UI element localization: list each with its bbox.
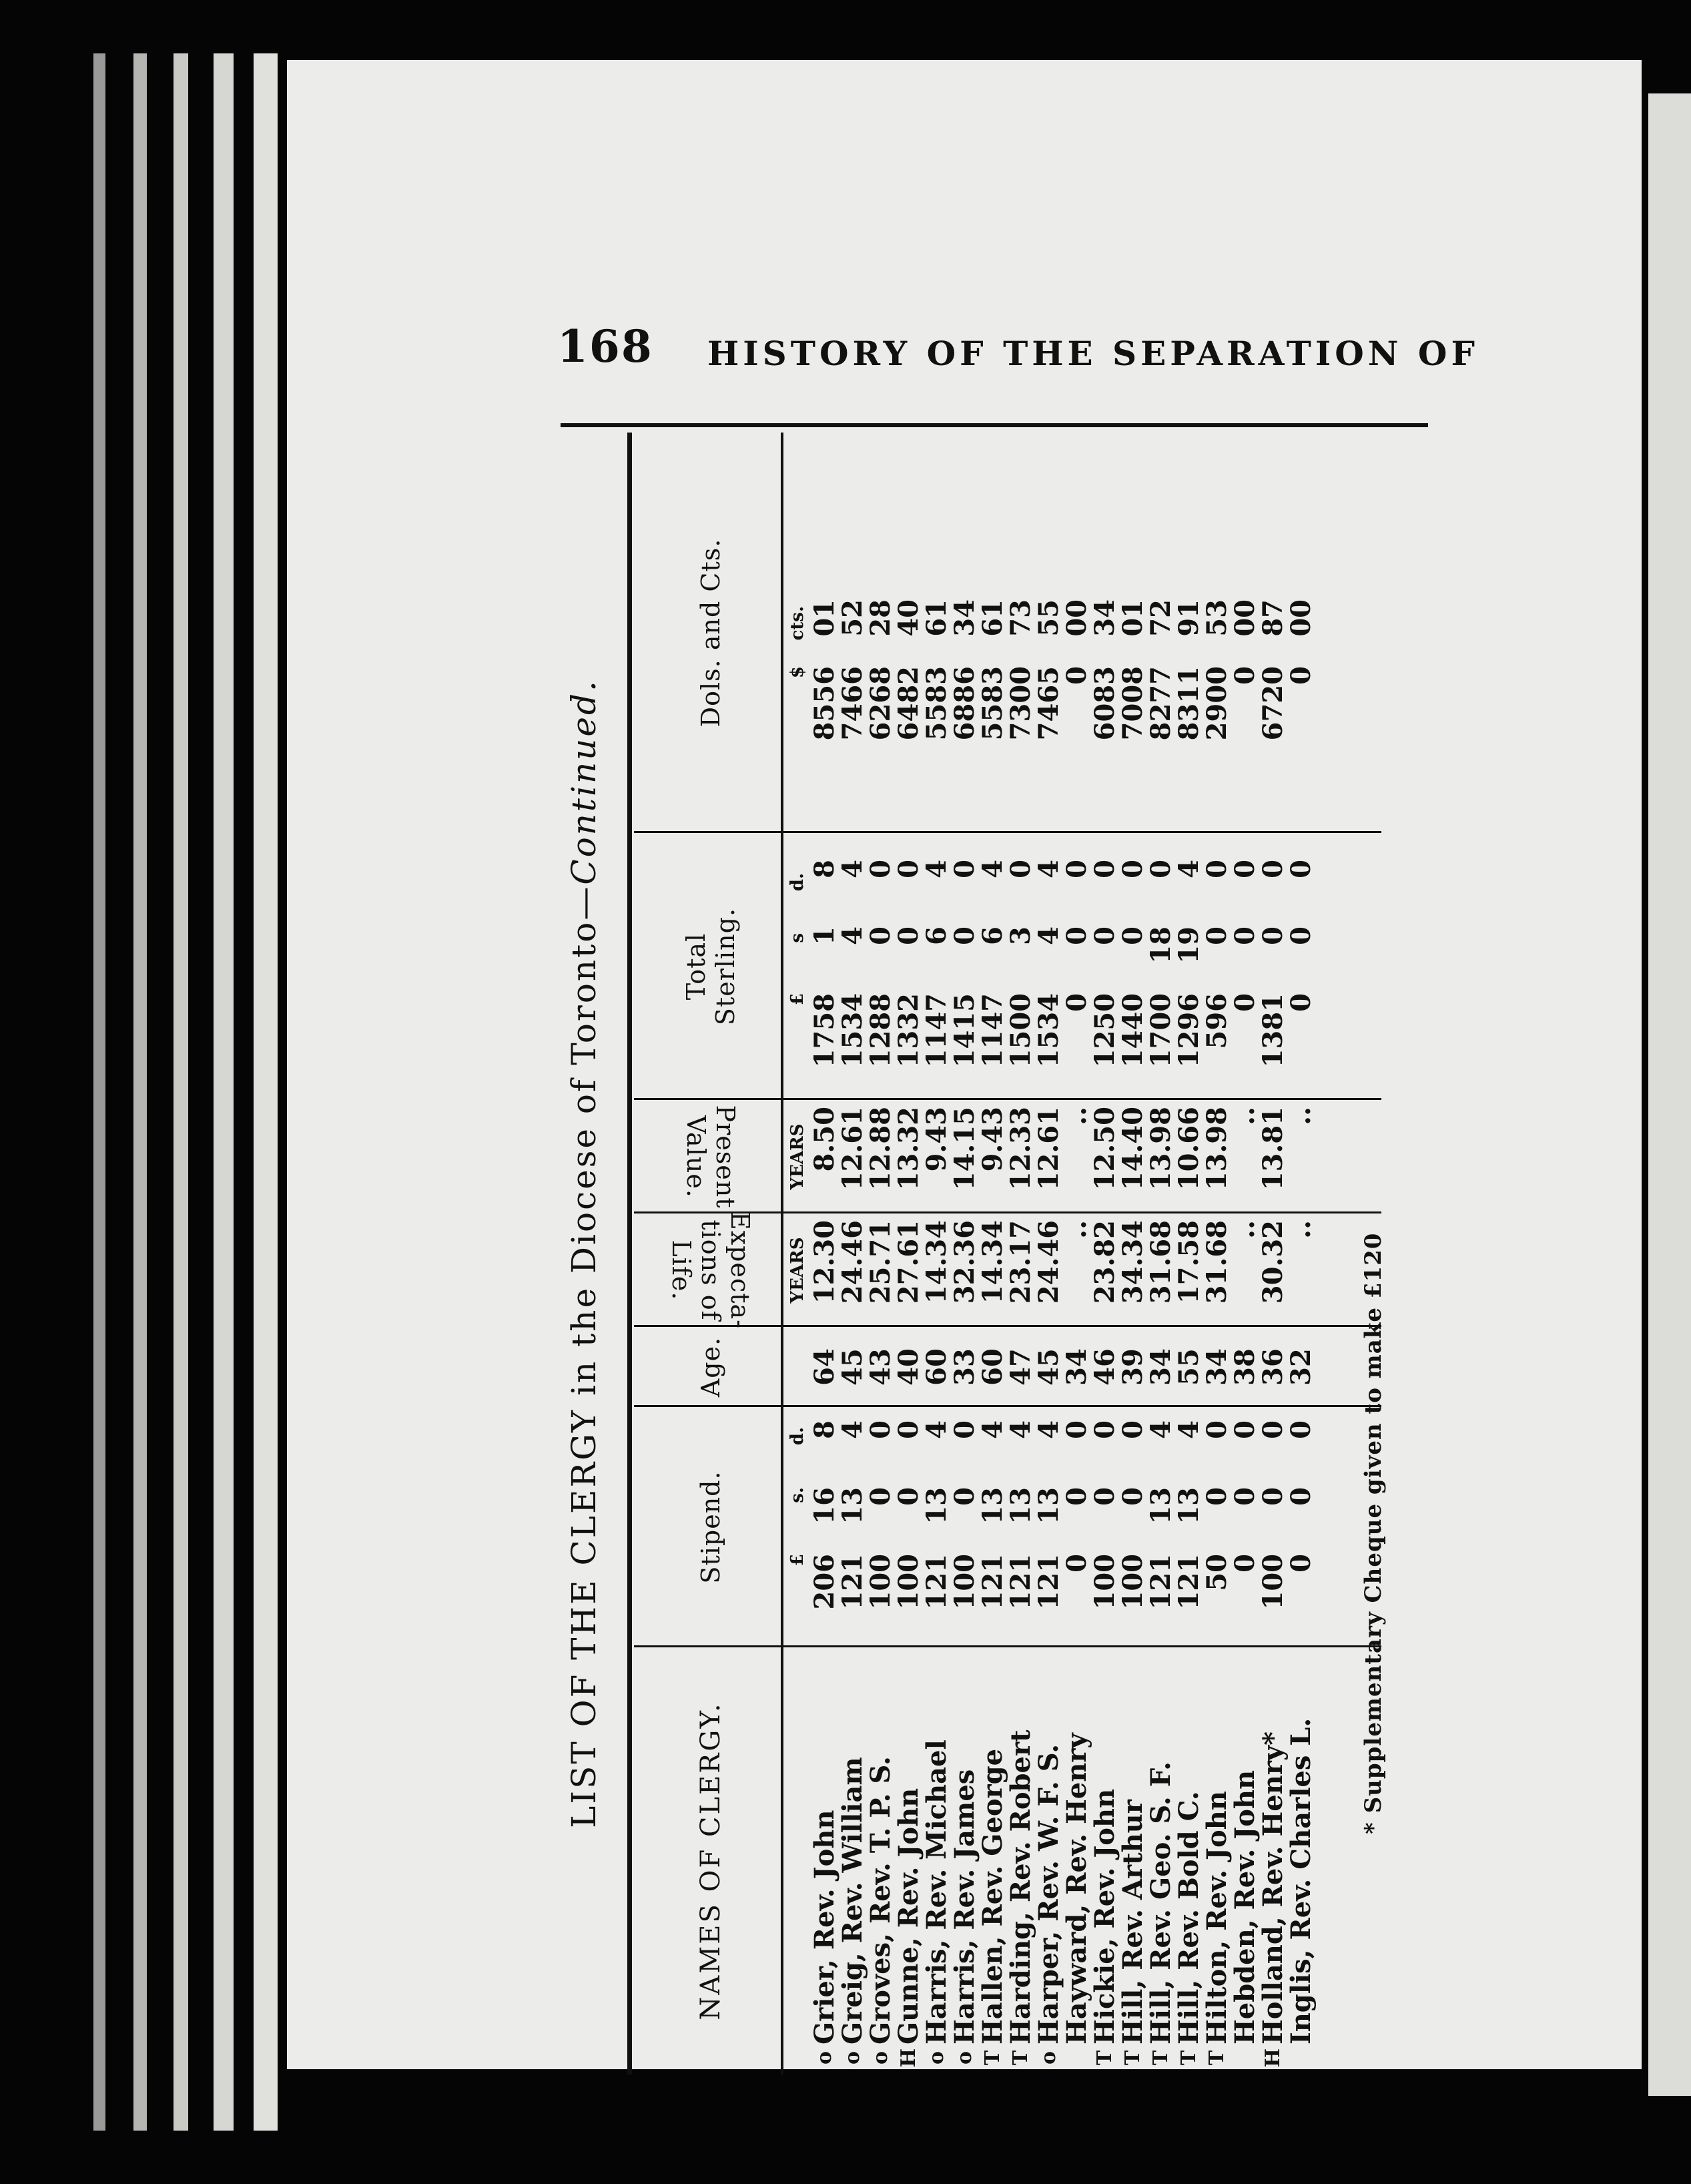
- total-pounds: 1440: [1117, 993, 1148, 1068]
- stipend-pence: 4: [837, 1420, 868, 1439]
- cents-cell: 73: [1005, 599, 1036, 637]
- dollars-cell: 6720: [1257, 666, 1289, 741]
- clergy-name: Grier, Rev. John: [809, 1810, 840, 2044]
- stipend-pence: 0: [1285, 1420, 1317, 1439]
- total-shillings: 0: [1117, 926, 1148, 945]
- page-edge: [254, 53, 278, 2131]
- expectation-cell: 31.68: [1145, 1220, 1176, 1304]
- present-value-cell: ..: [1285, 1107, 1317, 1125]
- dollars-cell: 8556: [809, 666, 840, 741]
- header-age: Age.: [696, 1336, 725, 1398]
- units-dols: [784, 453, 811, 826]
- age-cell: 33: [949, 1348, 980, 1386]
- header-expectations-line: tions of: [696, 1219, 725, 1321]
- table-row: [1203, 433, 1231, 2075]
- row-marker: o: [841, 2051, 864, 2065]
- cents-cell: 28: [865, 599, 896, 637]
- clergy-name: Hill, Rev. Geo. S. F.: [1145, 1761, 1176, 2044]
- table-row: [895, 433, 923, 2075]
- stipend-pence: 0: [949, 1420, 980, 1439]
- units-stipend: [784, 1414, 811, 1634]
- row-marker: o: [953, 2051, 976, 2065]
- total-pence: 0: [1285, 860, 1317, 878]
- present-value-cell: 12.61: [837, 1107, 868, 1191]
- total-shillings: 0: [1061, 926, 1092, 945]
- dollars-cell: 5583: [921, 666, 952, 741]
- total-shillings: 0: [1201, 926, 1233, 945]
- stipend-pounds: 100: [1089, 1554, 1120, 1610]
- table-top-rule: [627, 433, 632, 2075]
- header-present-value: [641, 1100, 781, 1213]
- stipend-shillings: 13: [1033, 1487, 1064, 1525]
- age-cell: 38: [1229, 1348, 1261, 1386]
- header-expectations: [641, 1211, 781, 1330]
- clergy-name: Holland, Rev. Henry*: [1257, 1731, 1289, 2044]
- cents-cell: 91: [1173, 599, 1205, 637]
- age-cell: 34: [1201, 1348, 1233, 1386]
- present-value-cell: 12.33: [1005, 1107, 1036, 1191]
- stipend-pence: 4: [1145, 1420, 1176, 1439]
- row-marker: T: [1093, 2050, 1116, 2066]
- age-cell: 43: [865, 1348, 896, 1386]
- stipend-pounds: 100: [893, 1554, 924, 1610]
- stipend-shillings: 0: [1285, 1487, 1317, 1506]
- age-cell: 39: [1117, 1348, 1148, 1386]
- clergy-name: Hill, Rev. Arthur: [1117, 1800, 1148, 2044]
- header-stipend: Stipend.: [696, 1470, 725, 1584]
- header-total-line: Total: [681, 932, 711, 1001]
- header-expectations-line: Life.: [667, 1240, 696, 1301]
- cents-cell: 00: [1229, 599, 1261, 637]
- total-pence: 0: [865, 860, 896, 878]
- stipend-pounds: 121: [1033, 1554, 1064, 1610]
- total-pence: 0: [1005, 860, 1036, 878]
- unit-pounds: £: [787, 1554, 807, 1567]
- stipend-pence: 0: [1229, 1420, 1261, 1439]
- stipend-shillings: 0: [1257, 1487, 1289, 1506]
- total-pence: 0: [893, 860, 924, 878]
- dollars-cell: 6886: [949, 666, 980, 741]
- table-row: [1231, 433, 1259, 2075]
- header-rule: [561, 423, 1428, 427]
- total-pounds: 1534: [1033, 993, 1064, 1068]
- dollars-cell: 8277: [1145, 666, 1176, 741]
- table-row: [839, 433, 867, 2075]
- stipend-pence: 4: [1033, 1420, 1064, 1439]
- page-edge: [133, 53, 147, 2131]
- caption-main: LIST OF THE CLERGY in the Diocese of Toronto—: [565, 884, 603, 1828]
- stipend-shillings: 13: [921, 1487, 952, 1525]
- total-shillings: 4: [1033, 926, 1064, 945]
- stipend-pence: 8: [809, 1420, 840, 1439]
- dollars-cell: 7466: [837, 666, 868, 741]
- dollars-cell: 5583: [977, 666, 1008, 741]
- dollars-cell: 7300: [1005, 666, 1036, 741]
- row-marker: T: [1149, 2050, 1172, 2066]
- stipend-shillings: 13: [1173, 1487, 1205, 1525]
- stipend-pounds: 121: [1005, 1554, 1036, 1610]
- table-body: [811, 433, 1315, 2075]
- header-dols: Dols. and Cts.: [696, 538, 725, 728]
- total-pounds: 1500: [1005, 993, 1036, 1068]
- age-cell: 34: [1061, 1348, 1092, 1386]
- rotated-table-block: [547, 433, 1401, 2075]
- total-shillings: 0: [1089, 926, 1120, 945]
- total-pence: 4: [977, 860, 1008, 878]
- dollars-cell: 6268: [865, 666, 896, 741]
- stipend-shillings: 0: [949, 1487, 980, 1506]
- expectation-cell: 25.71: [865, 1220, 896, 1304]
- present-value-cell: ..: [1229, 1107, 1261, 1125]
- clergy-name: Hallen, Rev. George: [977, 1748, 1008, 2044]
- cents-cell: 01: [809, 599, 840, 637]
- stipend-pence: 0: [1061, 1420, 1092, 1439]
- stipend-pounds: 121: [1173, 1554, 1205, 1610]
- total-pence: 0: [1117, 860, 1148, 878]
- age-cell: 47: [1005, 1348, 1036, 1386]
- present-value-cell: 12.88: [865, 1107, 896, 1191]
- page-edge: [93, 53, 105, 2131]
- dollars-cell: 6083: [1089, 666, 1120, 741]
- dollars-cell: 7008: [1117, 666, 1148, 741]
- total-pence: 4: [921, 860, 952, 878]
- total-shillings: 4: [837, 926, 868, 945]
- units-expectations: YEARS: [787, 1237, 807, 1304]
- stipend-shillings: 13: [837, 1487, 868, 1525]
- table-row: [1007, 433, 1035, 2075]
- table-row: [1091, 433, 1119, 2075]
- stipend-pounds: 206: [809, 1554, 840, 1610]
- total-shillings: 19: [1173, 926, 1205, 964]
- age-cell: 40: [893, 1348, 924, 1386]
- cents-cell: 34: [1089, 599, 1120, 637]
- clergy-name: Hill, Rev. Bold C.: [1173, 1791, 1205, 2044]
- total-pounds: 1415: [949, 993, 980, 1068]
- row-marker: T: [981, 2050, 1004, 2066]
- age-cell: 60: [977, 1348, 1008, 1386]
- unit-pence: d.: [787, 873, 807, 892]
- stipend-pounds: 121: [977, 1554, 1008, 1610]
- stipend-pence: 0: [893, 1420, 924, 1439]
- stipend-shillings: 0: [1061, 1487, 1092, 1506]
- unit-cents: cts.: [787, 606, 807, 641]
- age-cell: 32: [1285, 1348, 1317, 1386]
- expectation-cell: 31.68: [1201, 1220, 1233, 1304]
- row-marker: o: [925, 2051, 948, 2065]
- total-pounds: 1758: [809, 993, 840, 1068]
- dollars-cell: 6482: [893, 666, 924, 741]
- expectation-cell: ..: [1229, 1220, 1261, 1239]
- stipend-shillings: 13: [1005, 1487, 1036, 1525]
- clergy-name: Harris, Rev. James: [949, 1769, 980, 2044]
- stipend-shillings: 13: [977, 1487, 1008, 1525]
- stipend-shillings: 0: [1089, 1487, 1120, 1506]
- stipend-pence: 0: [1201, 1420, 1233, 1439]
- unit-pence: d.: [787, 1427, 807, 1446]
- age-cell: 36: [1257, 1348, 1289, 1386]
- dollars-cell: 0: [1285, 666, 1317, 685]
- total-pounds: 1381: [1257, 993, 1289, 1068]
- stipend-shillings: 0: [1201, 1487, 1233, 1506]
- stipend-shillings: 13: [1145, 1487, 1176, 1525]
- present-value-cell: 13.98: [1201, 1107, 1233, 1191]
- header-present-value-line: Value.: [681, 1115, 711, 1198]
- unit-dollars: $: [787, 666, 807, 679]
- stipend-pence: 4: [1005, 1420, 1036, 1439]
- total-pence: 8: [809, 860, 840, 878]
- page-number: 168: [557, 320, 653, 372]
- stipend-pounds: 50: [1201, 1554, 1233, 1591]
- dollars-cell: 0: [1229, 666, 1261, 685]
- age-cell: 34: [1145, 1348, 1176, 1386]
- total-pounds: 1332: [893, 993, 924, 1068]
- total-shillings: 3: [1005, 926, 1036, 945]
- present-value-cell: 14.40: [1117, 1107, 1148, 1191]
- total-pounds: 596: [1201, 993, 1233, 1049]
- total-shillings: 0: [949, 926, 980, 945]
- table-row: [979, 433, 1007, 2075]
- unit-shillings: s.: [787, 1487, 807, 1503]
- stipend-shillings: 0: [1229, 1487, 1261, 1506]
- age-cell: 45: [1033, 1348, 1064, 1386]
- row-marker: T: [1177, 2050, 1201, 2066]
- stipend-shillings: 0: [1117, 1487, 1148, 1506]
- total-pence: 0: [1089, 860, 1120, 878]
- row-marker: H: [897, 2048, 920, 2068]
- clergy-name: Groves, Rev. T. P. S.: [865, 1756, 896, 2044]
- age-cell: 46: [1089, 1348, 1120, 1386]
- clergy-name: Greig, Rev. William: [837, 1757, 868, 2044]
- header-names: NAMES OF CLERGY.: [695, 1701, 726, 2020]
- cents-cell: 61: [977, 599, 1008, 637]
- dollars-cell: 7465: [1033, 666, 1064, 741]
- header-present-value-line: Present: [711, 1105, 740, 1209]
- present-value-cell: 9.43: [921, 1107, 952, 1172]
- expectation-cell: 14.34: [977, 1220, 1008, 1304]
- expectation-cell: 24.46: [837, 1220, 868, 1304]
- present-value-cell: 9.43: [977, 1107, 1008, 1172]
- expectation-cell: 27.61: [893, 1220, 924, 1304]
- dollars-cell: 8311: [1173, 666, 1205, 741]
- stipend-pounds: 100: [1257, 1554, 1289, 1610]
- present-value-cell: 13.98: [1145, 1107, 1176, 1191]
- page-edge: [214, 53, 234, 2131]
- total-shillings: 0: [865, 926, 896, 945]
- clergy-name: Hebden, Rev. John: [1229, 1769, 1261, 2044]
- row-marker: o: [813, 2051, 836, 2065]
- stipend-pounds: 0: [1061, 1554, 1092, 1573]
- table-header-rule: [781, 433, 783, 2075]
- stipend-pounds: 100: [865, 1554, 896, 1610]
- units-present-value: YEARS: [787, 1123, 807, 1190]
- table-row: [1287, 433, 1315, 2075]
- row-marker: T: [1009, 2050, 1032, 2066]
- expectation-cell: 12.30: [809, 1220, 840, 1304]
- cents-cell: 00: [1061, 599, 1092, 637]
- total-pounds: 1288: [865, 993, 896, 1068]
- stipend-pence: 0: [1117, 1420, 1148, 1439]
- stipend-shillings: 16: [809, 1487, 840, 1525]
- age-cell: 55: [1173, 1348, 1205, 1386]
- expectation-cell: ..: [1285, 1220, 1317, 1239]
- stipend-pounds: 0: [1229, 1554, 1261, 1573]
- header-expectations-line: Expecta-: [725, 1211, 755, 1330]
- facing-page-edge: [1648, 93, 1691, 2096]
- expectation-cell: 34.34: [1117, 1220, 1148, 1304]
- expectation-cell: 23.17: [1005, 1220, 1036, 1304]
- expectation-cell: 23.82: [1089, 1220, 1120, 1304]
- clergy-table: [547, 433, 1401, 2075]
- total-pence: 0: [949, 860, 980, 878]
- stipend-pence: 0: [1257, 1420, 1289, 1439]
- present-value-cell: 12.50: [1089, 1107, 1120, 1191]
- total-pounds: 0: [1061, 993, 1092, 1012]
- total-shillings: 0: [893, 926, 924, 945]
- present-value-cell: 13.81: [1257, 1107, 1289, 1191]
- clergy-name: Hickie, Rev. John: [1089, 1788, 1120, 2044]
- stipend-pence: 0: [1089, 1420, 1120, 1439]
- row-marker: T: [1121, 2050, 1144, 2066]
- table-row: [1147, 433, 1175, 2075]
- cents-cell: 55: [1033, 599, 1064, 637]
- unit-pounds: £: [787, 993, 807, 1006]
- expectation-cell: 30.32: [1257, 1220, 1289, 1304]
- row-marker: H: [1261, 2048, 1285, 2068]
- expectation-cell: 32.36: [949, 1220, 980, 1304]
- total-pounds: 1250: [1089, 993, 1120, 1068]
- page-edge: [174, 53, 188, 2131]
- clergy-name: Gunne, Rev. John: [893, 1788, 924, 2044]
- total-pence: 0: [1201, 860, 1233, 878]
- cents-cell: 53: [1201, 599, 1233, 637]
- dollars-cell: 0: [1061, 666, 1092, 685]
- total-pounds: 1700: [1145, 993, 1176, 1068]
- cents-cell: 87: [1257, 599, 1289, 637]
- present-value-cell: 13.32: [893, 1107, 924, 1191]
- total-pounds: 0: [1229, 993, 1261, 1012]
- caption-continued: Continued.: [565, 679, 603, 885]
- total-pence: 4: [1033, 860, 1064, 878]
- unit-shillings: s: [787, 933, 807, 943]
- total-pence: 4: [1173, 860, 1205, 878]
- present-value-cell: 12.61: [1033, 1107, 1064, 1191]
- stipend-shillings: 0: [865, 1487, 896, 1506]
- total-pence: 4: [837, 860, 868, 878]
- stipend-pounds: 100: [1117, 1554, 1148, 1610]
- cents-cell: 52: [837, 599, 868, 637]
- total-pence: 0: [1229, 860, 1261, 878]
- table-row: [1259, 433, 1287, 2075]
- table-row: [1175, 433, 1203, 2075]
- dollars-cell: 2900: [1201, 666, 1233, 741]
- clergy-name: Harper, Rev. W. F. S.: [1033, 1743, 1064, 2044]
- table-caption: [547, 433, 621, 2075]
- clergy-name: Hilton, Rev. John: [1201, 1791, 1233, 2044]
- total-shillings: 0: [1229, 926, 1261, 945]
- present-value-cell: 8.50: [809, 1107, 840, 1172]
- present-value-cell: 10.66: [1173, 1107, 1205, 1191]
- stipend-pounds: 0: [1285, 1554, 1317, 1573]
- cents-cell: 72: [1145, 599, 1176, 637]
- header-total-sterling: [641, 833, 781, 1100]
- stipend-pence: 4: [1173, 1420, 1205, 1439]
- age-cell: 64: [809, 1348, 840, 1386]
- row-marker: o: [869, 2051, 892, 2065]
- table-row: [1063, 433, 1091, 2075]
- expectation-cell: ..: [1061, 1220, 1092, 1239]
- total-shillings: 0: [1285, 926, 1317, 945]
- cents-cell: 40: [893, 599, 924, 637]
- expectation-cell: 24.46: [1033, 1220, 1064, 1304]
- table-row: [1035, 433, 1063, 2075]
- clergy-name: Hayward, Rev. Henry: [1061, 1733, 1092, 2044]
- stipend-pounds: 121: [1145, 1554, 1176, 1610]
- cents-cell: 34: [949, 599, 980, 637]
- age-cell: 60: [921, 1348, 952, 1386]
- row-marker: T: [1205, 2050, 1229, 2066]
- stipend-shillings: 0: [893, 1487, 924, 1506]
- stipend-pounds: 121: [921, 1554, 952, 1610]
- running-title: HISTORY OF THE SEPARATION OF: [707, 334, 1479, 373]
- cents-cell: 61: [921, 599, 952, 637]
- total-pounds: 1296: [1173, 993, 1205, 1068]
- stipend-pence: 0: [865, 1420, 896, 1439]
- table-row: [867, 433, 895, 2075]
- clergy-name: Inglis, Rev. Charles L.: [1285, 1717, 1317, 2044]
- stipend-pence: 4: [977, 1420, 1008, 1439]
- table-row: [811, 433, 839, 2075]
- total-shillings: 18: [1145, 926, 1176, 964]
- cents-cell: 01: [1117, 599, 1148, 637]
- total-pence: 0: [1257, 860, 1289, 878]
- header-total-line: Sterling.: [711, 907, 740, 1026]
- present-value-cell: 14.15: [949, 1107, 980, 1191]
- table-row: [923, 433, 951, 2075]
- total-shillings: 6: [977, 926, 1008, 945]
- footnote: * Supplementary Cheque given to make £120: [1360, 1232, 1387, 1834]
- total-pounds: 1534: [837, 993, 868, 1068]
- total-pence: 0: [1145, 860, 1176, 878]
- table-row: [951, 433, 979, 2075]
- stipend-pence: 4: [921, 1420, 952, 1439]
- present-value-cell: ..: [1061, 1107, 1092, 1125]
- total-pounds: 1147: [977, 993, 1008, 1068]
- stipend-pounds: 100: [949, 1554, 980, 1610]
- cents-cell: 00: [1285, 599, 1317, 637]
- total-pounds: 1147: [921, 993, 952, 1068]
- expectation-cell: 17.58: [1173, 1220, 1205, 1304]
- age-cell: 45: [837, 1348, 868, 1386]
- clergy-name: Harding, Rev. Robert: [1005, 1729, 1036, 2044]
- total-shillings: 0: [1257, 926, 1289, 945]
- row-marker: o: [1037, 2051, 1060, 2065]
- total-shillings: 6: [921, 926, 952, 945]
- total-shillings: 1: [809, 926, 840, 945]
- stipend-pounds: 121: [837, 1554, 868, 1610]
- clergy-name: Harris, Rev. Michael: [921, 1739, 952, 2044]
- table-row: [1119, 433, 1147, 2075]
- units-total: [784, 840, 811, 1093]
- expectation-cell: 14.34: [921, 1220, 952, 1304]
- total-pounds: 0: [1285, 993, 1317, 1012]
- total-pence: 0: [1061, 860, 1092, 878]
